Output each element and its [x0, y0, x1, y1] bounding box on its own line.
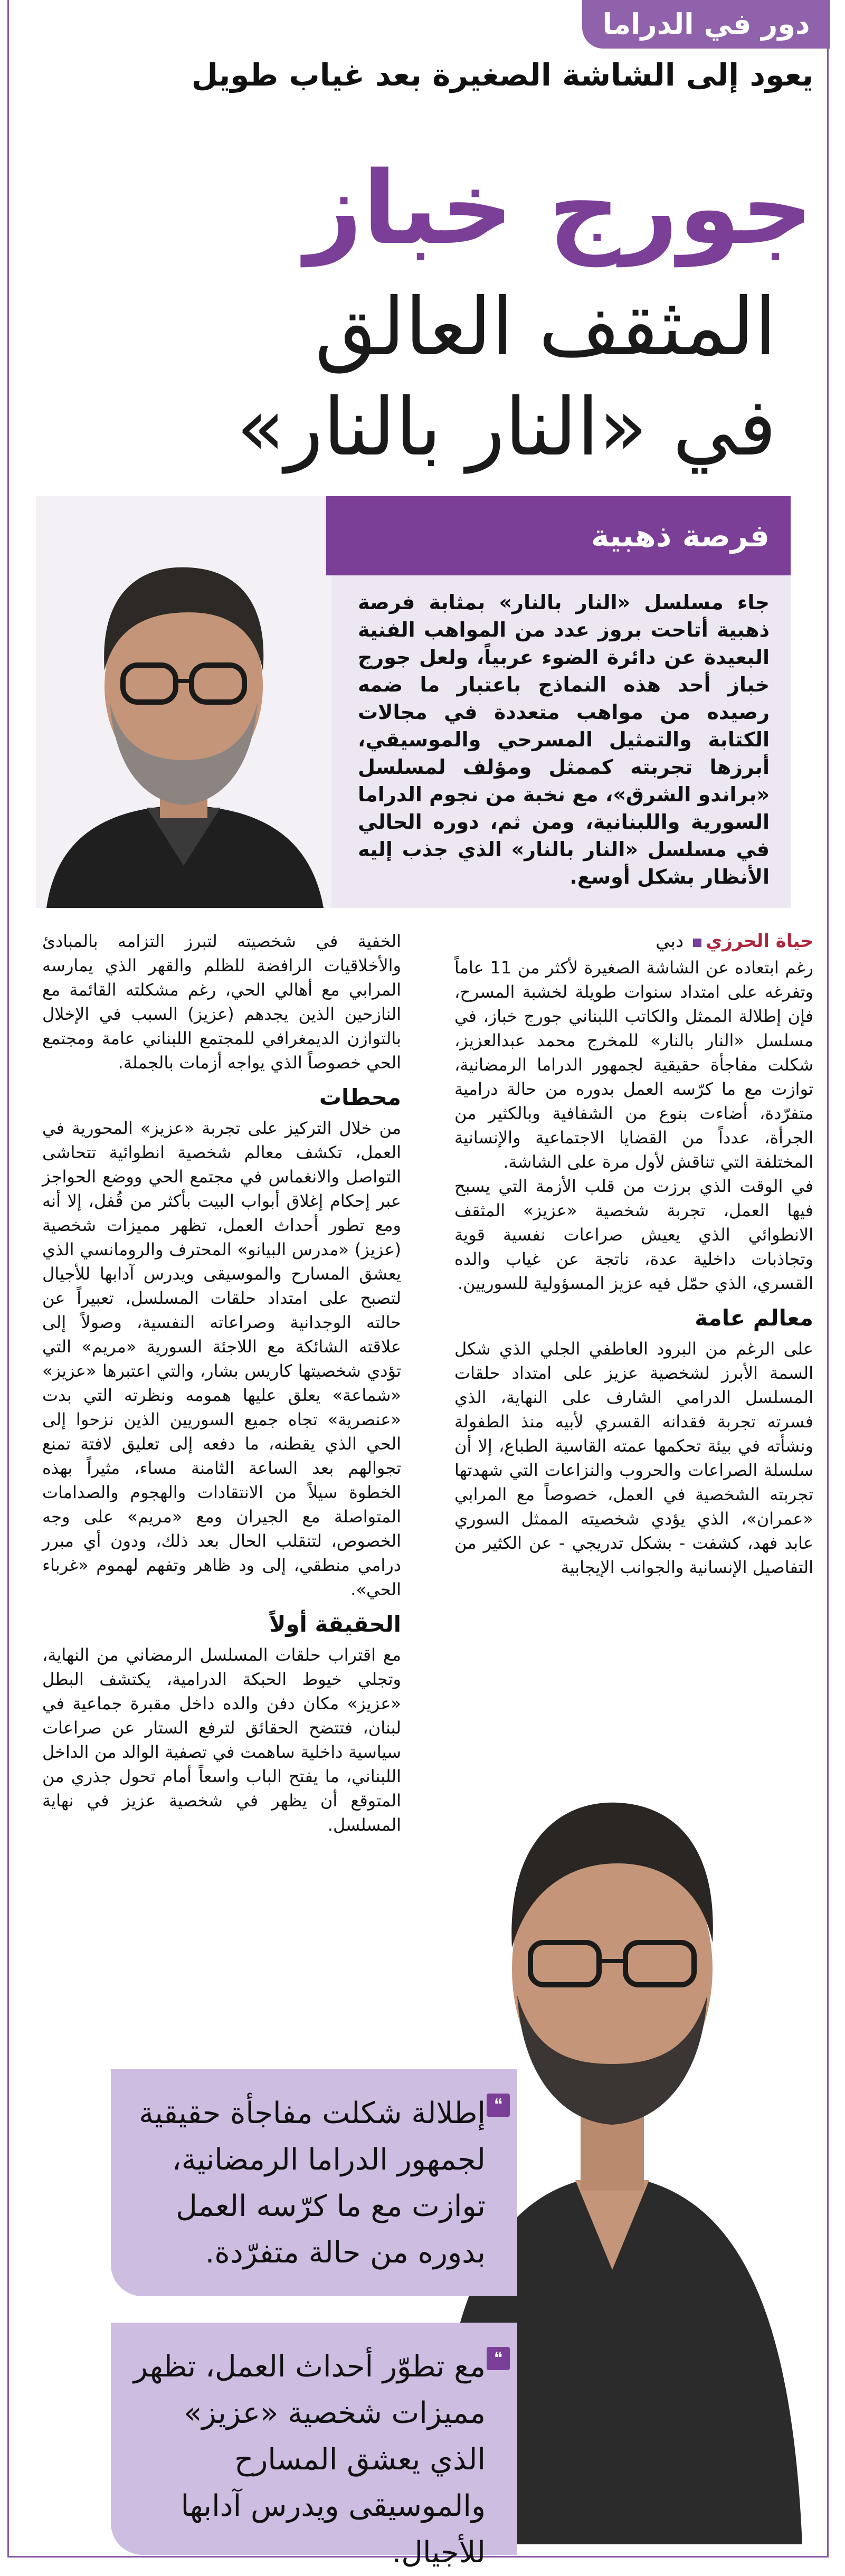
- feature-text: جاء مسلسل «النار بالنار» بمثابة فرصة ذهبية أتاحت بروز عدد من المواهب الفنية البعيدة عن دائرة الضوء عربياً، ولعل جورج خباز أحد هذه النماذج باعتبار ما ضمه رصيده من مواهب متعددة في مجالات الكتابة والتمثيل المسرحي والموسيقي، أبرزها تجربته كممثل ومؤلف لمسلسل «براندو الشرق»، مع نخبة من نجوم الدراما السورية واللبنانية، ومن ثم، دوره الحالي في مسلسل «النار بالنار» الذي جذب إليه الأنظار بشكل أوسع.: [358, 591, 770, 888]
- title-name: جورج خباز: [305, 150, 813, 267]
- section-tab: دور في الدراما: [582, 0, 830, 49]
- subheading: محطات: [319, 1084, 401, 1110]
- paragraph: رغم ابتعاده عن الشاشة الصغيرة لأكثر من 11 عاماً وتفرغه على امتداد سنوات طويلة لخشبة المسرح، فإن إطلالة الممثل والكاتب اللبناني جورج خباز، في مسلسل «النار بالنار» للمخرج محمد عبدالعزيز، شكلت مفاجأة حقيقية لجمهور الدراما الرمضانية، توازت مع ما كرّسه العمل بدوره من حالة درامية متفرّدة، أضاءت بنوع من الشفافية وبالكثير من الجرأة، عدداً من القضايا الاجتماعية والإنسانية المختلفة التي تناقش لأول مرة على الشاشة.: [454, 958, 814, 1172]
- title-line-2: المثقف العالق: [315, 281, 776, 373]
- paragraph: من خلال التركيز على تجربة «عزيز» المحورية في العمل، تكشف معالم شخصية انطوائية تتحاشى التواصل والانغماس في مجتمع الحي ووضع الحواجز عبر إحكام إغلاق أبواب البيت بأكثر من قُفل، إلا أنه ومع تطور أحداث العمل، تظهر مميزات شخصية (عزيز) «مدرس البيانو» المحترف والرومانسي الذي يعشق المسارح والموسيقى ويدرس آدابها للأجيال لتصبح على امتداد حلقات المسلسل، تعبيراً عن حالته الوجدانية وصراعاته النفسية، وصولاً إلى علاقته الشائكة مع اللاجئة السورية «مريم» التي تؤدي شخصيتها كاريس بشار، والتي اعتبرها «عزيز» «شماعة» يعلق عليها همومه ونظرته التي بدت «عنصرية» تجاه جميع السوريين الذين نزحوا إلى الحي الذي يقطنه، ما دفعه إلى تعليق لافتة تمنع تجوالهم بعد الساعة الثامنة مساء، مثيراً بهذه الخطوة سيلاً من الانتقادات والهجوم والصدامات المتواصلة مع الجيران ومع «مريم» على وجه الخصوص، لتنقلب الحال بعد ذلك، ودون أي مبرر درامي منطقي، إلى ود ظاهر وتفهم لهموم «غرباء الحي».: [42, 1118, 401, 1599]
- paragraph: مع اقتراب حلقات المسلسل الرمضاني من النهاية، وتجلي خيوط الحبكة الدرامية، يكتشف البطل «عزيز» مكان دفن والده داخل مقبرة جماعية في لبنان، فتتضح الحقائق لترفع الستار عن صراعات سياسية داخلية ساهمت في تصفية الوالد من الداخل اللبناني، ما يفتح الباب واسعاً أمام تحول جذري من المتوقع أن يظهر في شخصية عزيز في نهاية المسلسل.: [42, 1645, 401, 1835]
- quote-mark-icon: ❝: [487, 2094, 510, 2117]
- pull-quote-text: إطلالة شكلت مفاجأة حقيقية لجمهور الدراما الرمضانية، توازت مع ما كرّسه العمل بدوره من حالة متفرّدة.: [139, 2096, 486, 2270]
- subheading: معالم عامة: [695, 1305, 813, 1331]
- pull-quote-text: مع تطوّر أحداث العمل، تظهر مميزات شخصية «عزيز» الذي يعشق المسارح والموسيقى ويدرس آدابها للأجيال.: [133, 2350, 486, 2570]
- portrait-photo: [36, 496, 331, 908]
- feature-box: [36, 496, 791, 908]
- feature-header: فرصة ذهبية: [326, 496, 791, 575]
- article-column-right: [454, 929, 813, 1579]
- dateline-city: دبي: [656, 931, 684, 952]
- quote-mark-icon: ❝: [487, 2347, 510, 2370]
- title-line-3: في «النار بالنار»: [236, 382, 776, 473]
- paragraph: في الوقت الذي برزت من قلب الأزمة التي يسبح فيها العمل، تجربة شخصية «عزيز» المثقف الانطوائي الذي يعيش صراعات نفسية قوية وتجاذبات داخلية عدة، ناتجة عن غياب والده القسري، الذي حمّل فيه عزيز المسؤولية للسوريين.: [454, 1176, 813, 1293]
- byline: [454, 929, 813, 953]
- article-column-left: [42, 929, 401, 1837]
- paragraph: على الرغم من البرود العاطفي الجلي الذي شكل السمة الأبرز لشخصية عزيز على امتداد حلقات المسلسل الدرامي الشارف على النهاية، الذي فسرته تجربة فقدانه القسري لأبيه منذ الطفولة ونشأته في بيئة تحكمها عمته القاسية الطباع، إلا أن سلسلة الصراعات والحروب والنزاعات التي شهدتها تجربته الشخصية في العمل، خصوصاً مع المرابي «عمران»، الذي يؤدي شخصيته الممثل السوري عابد فهد، كشفت - بشكل تدريجي - عن الكثير من التفاصيل الإنسانية والجوانب الإيجابية: [454, 1339, 813, 1577]
- paragraph: الخفية في شخصيته لتبرز التزامه بالمبادئ والأخلاقيات الرافضة للظلم والقهر الذي يمارسه المرابي مع أهالي الحي، رغم مشكلته القائمة مع النازحين الذين يجدهم (عزيز) السبب في الإخلال بالتوازن الديمغرافي للمجتمع اللبناني عامة ومجتمع الحي خصوصاً الذي يواجه أزمات بالجملة.: [42, 931, 401, 1073]
- byline-square-icon: [693, 939, 701, 947]
- kicker-headline: يعود إلى الشاشة الصغيرة بعد غياب طويل: [191, 57, 813, 93]
- subheading: الحقيقة أولاً: [269, 1611, 401, 1637]
- pull-quote: [111, 2323, 517, 2570]
- author-name: حياة الحرزي: [706, 931, 813, 952]
- pull-quote: [111, 2069, 517, 2296]
